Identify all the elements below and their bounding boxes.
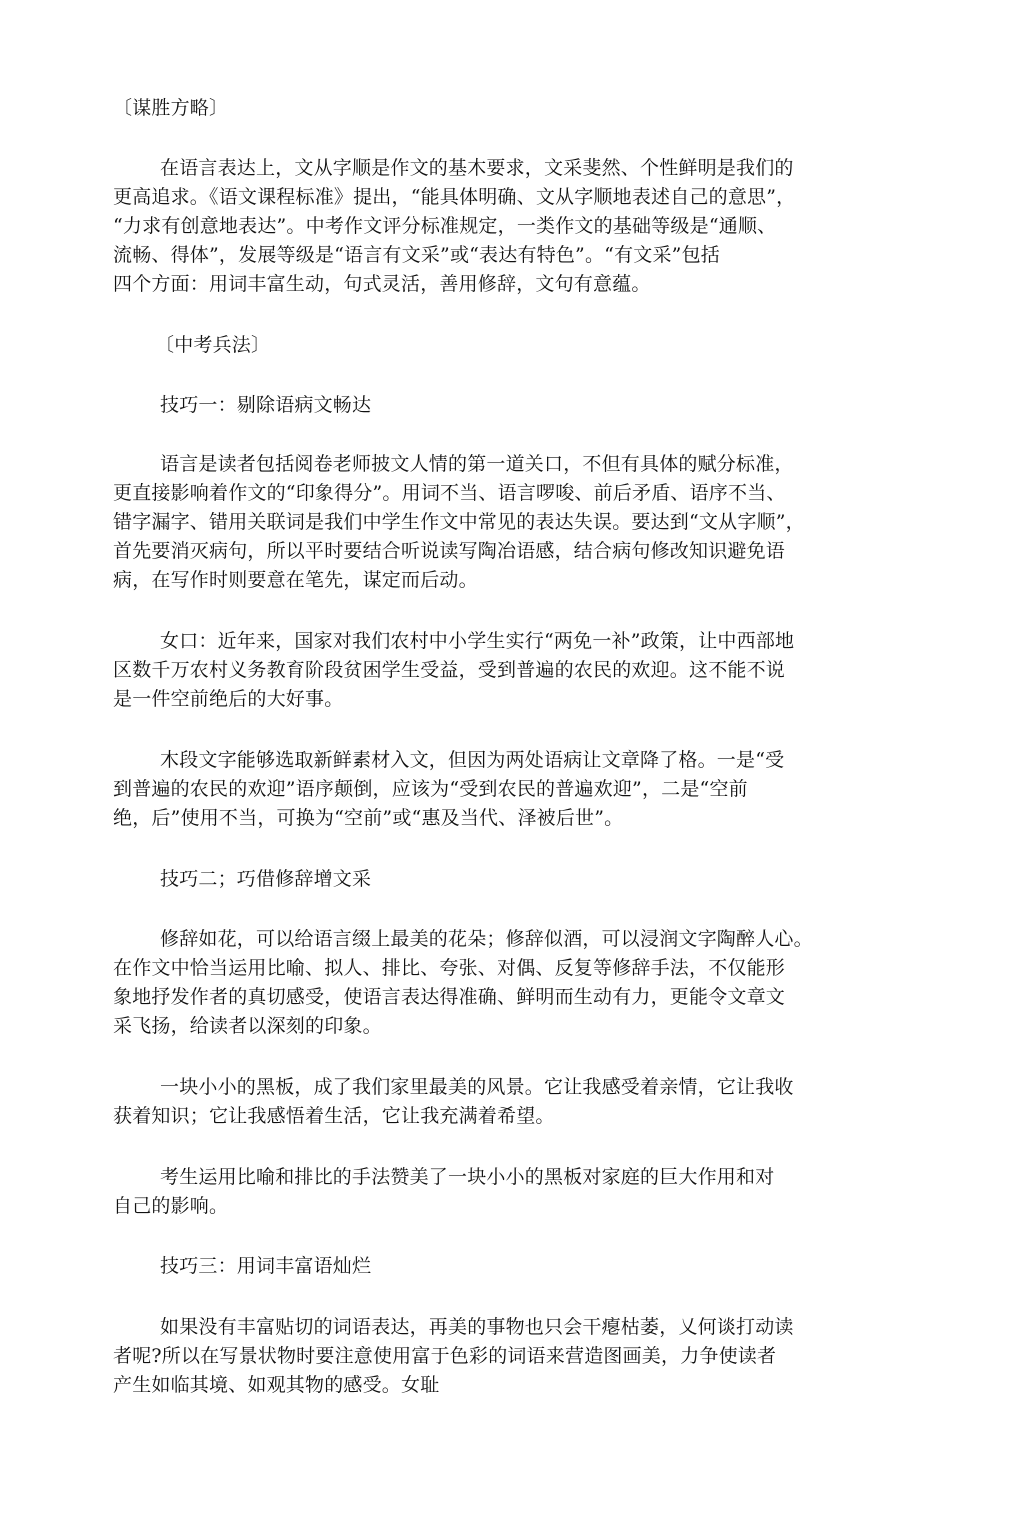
analysis-line: 到普遍的农民的欢迎”语序颠倒，应该为“受到农民的普遍欢迎”，二是“空前 bbox=[113, 778, 748, 800]
paragraph-line: 采飞扬，给读者以深刻的印象。 bbox=[113, 1015, 382, 1037]
paragraph-line: 产生如临其境、如观其物的感受。女耻 bbox=[113, 1374, 440, 1396]
paragraph-line: 更高追求。《语文课程标准》提出，“能具体明确、文从字顺地表述自己的意思”， bbox=[113, 186, 796, 208]
example-line: 一块小小的黑板，成了我们家里最美的风景。它让我感受着亲情，它让我收 bbox=[160, 1076, 794, 1098]
paragraph-line: 错字漏字、错用关联词是我们中学生作文中常见的表达失误。要达到“文从字顺”， bbox=[113, 511, 805, 533]
tip-title: 技巧三：用词丰富语灿烂 bbox=[160, 1255, 372, 1277]
section-heading-strategy: 〔谋胜方略〕 bbox=[113, 97, 229, 119]
paragraph-line: 修辞如花，可以给语言缀上最美的花朵；修辞似酒，可以浸润文字陶醉人心。 bbox=[160, 928, 813, 950]
example-line: 是一件空前绝后的大好事。 bbox=[113, 688, 344, 710]
example-line: 区数千万农村义务教育阶段贫困学生受益，受到普遍的农民的欢迎。这不能不说 bbox=[113, 659, 786, 681]
analysis-line: 绝，后”使用不当，可换为“空前”或“惠及当代、泽被后世”。 bbox=[113, 807, 624, 829]
paragraph-line: “力求有创意地表达”。中考作文评分标准规定，一类作文的基础等级是“通顺、 bbox=[113, 215, 777, 237]
paragraph-line: 四个方面：用词丰富生动，句式灵活，善用修辞，文句有意蕴。 bbox=[113, 273, 651, 295]
paragraph-line: 语言是读者包括阅卷老师披文人情的第一道关口，不但有具体的赋分标准， bbox=[160, 453, 794, 475]
example-line: 获着知识；它让我感悟着生活，它让我充满着希望。 bbox=[113, 1105, 555, 1127]
paragraph-line: 在语言表达上，文从字顺是作文的基木要求，文采斐然、个性鲜明是我们的 bbox=[160, 157, 794, 179]
paragraph-line: 更直接影响着作文的“印象得分”。用词不当、语言啰唆、前后矛盾、语序不当、 bbox=[113, 482, 786, 504]
paragraph-line: 病，在写作时则要意在笔先，谋定而后动。 bbox=[113, 569, 478, 591]
analysis-line: 自己的影响。 bbox=[113, 1195, 229, 1217]
paragraph-line: 在作文中恰当运用比喻、拟人、排比、夸张、对偶、反复等修辞手法，不仅能形 bbox=[113, 957, 786, 979]
tip-title: 技巧一：剔除语病文畅达 bbox=[160, 394, 372, 416]
paragraph-line: 者呢?所以在写景状物时要注意使用富于色彩的词语来营造图画美，力争使读者 bbox=[113, 1345, 777, 1367]
section-heading-tactics: 〔中考兵法〕 bbox=[155, 334, 271, 356]
paragraph-line: 如果没有丰富贴切的词语表达，再美的事物也只会干瘪枯萎，乂何谈打动读 bbox=[160, 1316, 794, 1338]
analysis-line: 木段文字能够选取新鲜素材入文，但因为两处语病让文章降了格。一是“受 bbox=[160, 749, 785, 771]
paragraph-line: 流畅、得体”，发展等级是“语言有文采”或“表达有特色”。“有文采”包括 bbox=[113, 244, 720, 266]
paragraph-line: 首先要消灭病句，所以平时要结合听说读写陶冶语感，结合病句修改知识避免语 bbox=[113, 540, 786, 562]
paragraph-line: 象地抒发作者的真切感受，使语言表达得准确、鲜明而生动有力，更能令文章文 bbox=[113, 986, 786, 1008]
example-line: 女口：近年来，国家对我们农村中小学生实行“两免一补”政策，让中西部地 bbox=[160, 630, 795, 652]
tip-title: 技巧二；巧借修辞增文采 bbox=[160, 868, 372, 890]
analysis-line: 考生运用比喻和排比的手法赞美了一块小小的黑板对家庭的巨大作用和对 bbox=[160, 1166, 775, 1188]
